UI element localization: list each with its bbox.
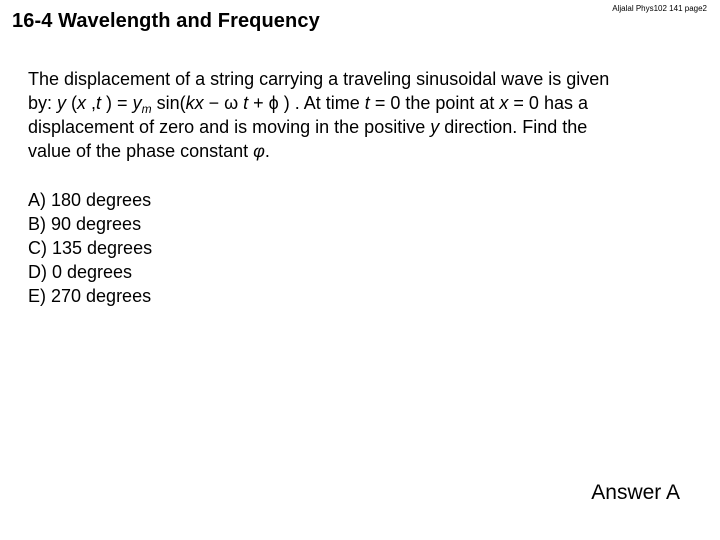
subscript-m: m bbox=[141, 102, 152, 116]
header-reference: Aljalal Phys102 141 page2 bbox=[612, 4, 707, 13]
variable-x: x bbox=[499, 93, 509, 113]
question-text-segment: = 0 the point at bbox=[369, 93, 500, 113]
question-line-3 bbox=[28, 115, 698, 139]
question-text-segment: ) = bbox=[101, 93, 133, 113]
question-text bbox=[28, 67, 698, 163]
answer-choices bbox=[28, 188, 152, 308]
variable-t: t bbox=[243, 93, 249, 113]
choice-e: E) 270 degrees bbox=[28, 286, 152, 306]
answer-label: Answer A bbox=[591, 481, 680, 504]
question-text-segment: value of the phase constant bbox=[28, 141, 254, 161]
choice-c: C) 135 degrees bbox=[28, 238, 153, 258]
question-text-segment: = 0 has a bbox=[508, 93, 588, 113]
variable-phi: φ bbox=[253, 141, 265, 161]
question-text-segment: sin( bbox=[151, 93, 186, 113]
variable-y: y bbox=[57, 93, 67, 113]
choice-a: A) 180 degrees bbox=[28, 190, 152, 210]
slide-title: 16-4 Wavelength and Frequency bbox=[12, 10, 320, 32]
question-text-segment: . bbox=[264, 141, 270, 161]
question-text-segment: direction. Find the bbox=[439, 117, 588, 137]
question-text-segment: by: bbox=[28, 93, 58, 113]
question-line-1: The displacement of a string carrying a traveling sinusoidal wave is given bbox=[28, 69, 610, 89]
choice-d: D) 0 degrees bbox=[28, 262, 133, 282]
question-text-segment: + ϕ ) . At time bbox=[248, 93, 365, 113]
question-line-4 bbox=[28, 139, 698, 163]
variable-t: t bbox=[364, 93, 370, 113]
variable-t: t bbox=[96, 93, 102, 113]
question-line-2 bbox=[28, 91, 698, 115]
choice-b: B) 90 degrees bbox=[28, 214, 142, 234]
question-text-segment: displacement of zero and is moving in the positive bbox=[28, 117, 431, 137]
question-text-segment: , bbox=[86, 93, 97, 113]
question-text-segment: − ω bbox=[203, 93, 244, 113]
variable-y: y bbox=[430, 117, 440, 137]
variable-x: x bbox=[77, 93, 87, 113]
variable-y-m: y bbox=[132, 93, 142, 113]
variable-kx: kx bbox=[185, 93, 204, 113]
question-text-segment: ( bbox=[66, 93, 78, 113]
